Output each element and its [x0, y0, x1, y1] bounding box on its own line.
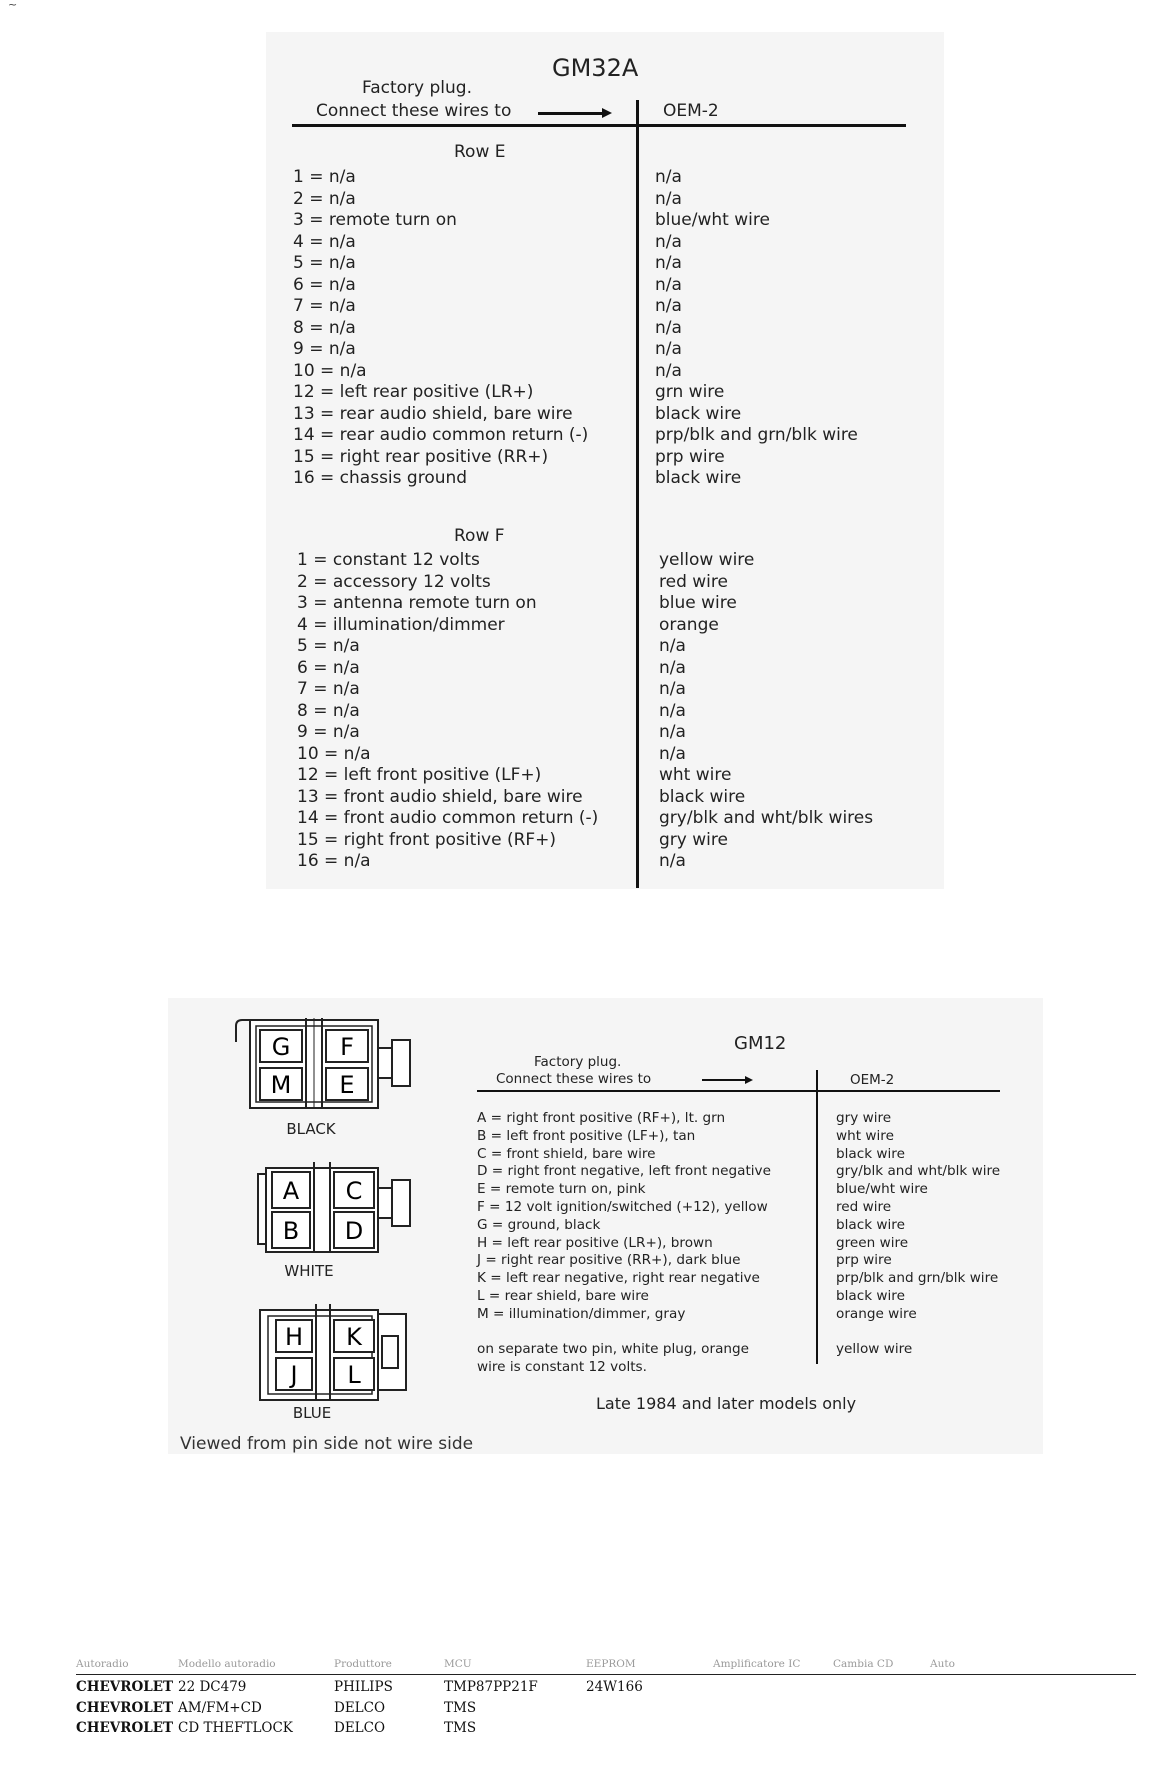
gm12-row [477, 1288, 1037, 1306]
pin-description: 5 = n/a [297, 636, 360, 656]
pin-description: 9 = n/a [293, 339, 356, 359]
gm32a-row-e-row [293, 382, 953, 404]
wire-connection: blue wire [659, 593, 737, 613]
pin-description: 8 = n/a [293, 317, 356, 338]
wire-connection: prp wire [836, 1252, 892, 1269]
wire-connection: n/a [655, 274, 682, 295]
connector-black-label: BLACK [286, 1120, 336, 1138]
table-cell: CD THEFTLOCK [178, 1720, 293, 1736]
gm32a-row-e-row [293, 468, 953, 490]
wire-connection: n/a [655, 231, 682, 252]
pin-label: M [270, 1071, 292, 1099]
column-header: Autoradio [76, 1658, 129, 1670]
pin-description: 15 = right rear positive (RR+) [293, 446, 549, 467]
table-cell: CHEVROLET [76, 1699, 174, 1716]
pin-description: 3 = remote turn on [293, 210, 457, 230]
pin-description: C = front shield, bare wire [477, 1145, 656, 1162]
gm12-note-line2: wire is constant 12 volts. [477, 1359, 647, 1375]
wire-connection: gry wire [836, 1110, 892, 1126]
connector-blue-label: BLUE [292, 1404, 332, 1422]
table-row [76, 1696, 1136, 1717]
wire-connection: black wire [655, 403, 742, 424]
pin-description: 16 = chassis ground [293, 468, 468, 488]
pin-description: D = right front negative, left front negative [477, 1163, 771, 1180]
gm32a-row-f-row [297, 851, 957, 873]
pin-description: 6 = n/a [297, 657, 360, 678]
pin-description: L = rear shield, bare wire [477, 1287, 649, 1304]
pin-label: J [290, 1361, 298, 1389]
table-cell: DELCO [334, 1699, 386, 1716]
connector-white [208, 1158, 428, 1262]
pin-description: 12 = left front positive (LF+) [297, 765, 542, 785]
table-body [76, 1675, 1136, 1737]
table-cell: TMS [444, 1699, 477, 1716]
gm12-arrow [702, 1079, 746, 1081]
gm12-row [477, 1217, 1037, 1235]
gm32a-row-f-row [297, 572, 957, 594]
pin-label: F [340, 1033, 354, 1061]
wire-connection: black wire [659, 786, 746, 807]
gm12-row [477, 1306, 1037, 1324]
wire-connection: gry/blk and wht/blk wires [659, 808, 874, 828]
pin-description: 14 = front audio common return (-) [297, 808, 599, 828]
pin-description: F = 12 volt ignition/switched (+12), yellow [477, 1198, 768, 1215]
pin-description: 16 = n/a [297, 851, 371, 871]
gm32a-row-e-row [293, 404, 953, 426]
pin-description: G = ground, black [477, 1216, 601, 1233]
wire-connection: gry/blk and wht/blk wire [836, 1163, 1001, 1180]
pin-label: L [347, 1361, 361, 1389]
wire-connection: black wire [836, 1145, 905, 1162]
gm32a-row-e-row [293, 210, 953, 232]
pin-description: 15 = right front positive (RF+) [297, 829, 557, 850]
wire-connection: blue/wht wire [836, 1181, 928, 1198]
gm12-late-note: Late 1984 and later models only [596, 1394, 857, 1413]
wire-connection: black wire [836, 1287, 905, 1304]
gm12-wire-list [477, 1110, 1037, 1324]
wire-connection: n/a [655, 339, 682, 359]
gm32a-row-e-row [293, 339, 953, 361]
pin-label: K [346, 1323, 362, 1351]
gm12-factory-plug-line1: Factory plug. [534, 1054, 622, 1070]
column-header: MCU [444, 1658, 472, 1670]
pin-label: G [271, 1033, 291, 1061]
table-cell: DELCO [334, 1720, 386, 1736]
wire-connection: n/a [655, 360, 682, 381]
table-header [76, 1656, 1136, 1675]
wire-connection: orange [659, 614, 719, 635]
wire-connection: n/a [655, 253, 682, 273]
wire-connection: n/a [659, 679, 686, 699]
gm32a-row-e-row [293, 189, 953, 211]
wire-connection: n/a [659, 851, 686, 871]
gm32a-title: GM32A [552, 54, 639, 82]
corner-mark: ~ [8, 0, 18, 11]
table-cell: AM/FM+CD [178, 1699, 262, 1716]
connector-black [208, 1018, 428, 1122]
pin-description: 13 = rear audio shield, bare wire [293, 403, 573, 424]
gm32a-row-e-row [293, 318, 953, 340]
gm12-row [477, 1146, 1037, 1164]
radio-table [76, 1656, 1136, 1737]
wire-connection: grn wire [655, 382, 725, 402]
wire-connection: n/a [655, 167, 682, 187]
gm32a-row-f-heading: Row F [454, 526, 505, 546]
gm32a-row-f-row [297, 722, 957, 744]
wire-connection: red wire [659, 571, 728, 592]
gm12-panel [168, 998, 1043, 1454]
wire-connection: wht wire [659, 765, 732, 785]
pin-label: E [339, 1071, 355, 1099]
gm32a-row-f-row [297, 679, 957, 701]
column-header: Produttore [334, 1658, 392, 1670]
pin-description: 2 = n/a [293, 188, 356, 209]
wire-connection: orange wire [836, 1305, 917, 1322]
wire-connection: gry wire [659, 829, 728, 850]
pin-description: K = left rear negative, right rear negative [477, 1270, 760, 1287]
connector-white-label: WHITE [284, 1262, 334, 1280]
gm12-factory-plug-line2: Connect these wires to [496, 1071, 652, 1087]
gm32a-factory-plug-line1: Factory plug. [362, 78, 472, 98]
viewed-note: Viewed from pin side not wire side [180, 1434, 474, 1454]
wire-connection: n/a [659, 636, 686, 656]
gm32a-oem-heading: OEM-2 [663, 101, 719, 121]
pin-description: 13 = front audio shield, bare wire [297, 786, 583, 807]
gm32a-row-e-row [293, 232, 953, 254]
pin-description: 6 = n/a [293, 274, 356, 295]
wire-connection: prp wire [655, 446, 725, 467]
gm32a-row-f-row [297, 787, 957, 809]
wire-connection: n/a [659, 700, 686, 721]
pin-description: 9 = n/a [297, 722, 360, 742]
table-cell: CHEVROLET [76, 1679, 174, 1695]
gm12-row [477, 1163, 1037, 1181]
wire-connection: n/a [655, 317, 682, 338]
pin-description: 2 = accessory 12 volts [297, 571, 491, 592]
gm12-oem-heading: OEM-2 [850, 1072, 895, 1088]
pin-description: 14 = rear audio common return (-) [293, 425, 589, 445]
gm32a-row-e-row [293, 167, 953, 189]
gm32a-row-f-row [297, 830, 957, 852]
table-cell: 22 DC479 [178, 1679, 247, 1695]
gm32a-row-f-row [297, 701, 957, 723]
pin-description: 10 = n/a [293, 360, 367, 381]
gm12-note-value: yellow wire [836, 1341, 913, 1357]
gm32a-row-f-row [297, 636, 957, 658]
pin-description: A = right front positive (RF+), lt. grn [477, 1110, 726, 1126]
column-header: Auto [930, 1658, 955, 1670]
pin-description: 5 = n/a [293, 253, 356, 273]
gm32a-row-f-list [297, 550, 957, 873]
pin-description: 12 = left rear positive (LR+) [293, 382, 534, 402]
pin-label: H [284, 1323, 304, 1351]
gm12-row [477, 1128, 1037, 1146]
connector-blue [208, 1300, 428, 1410]
gm32a-row-e-row [293, 296, 953, 318]
wire-connection: yellow wire [659, 550, 755, 570]
table-row [76, 1675, 1136, 1696]
gm32a-row-f-row [297, 550, 957, 572]
column-header: Amplificatore IC [713, 1658, 801, 1670]
table-cell: CHEVROLET [76, 1720, 174, 1736]
gm32a-panel [266, 32, 944, 889]
gm32a-row-e-row [293, 275, 953, 297]
pin-description: E = remote turn on, pink [477, 1181, 646, 1198]
wire-connection: green wire [836, 1234, 909, 1251]
table-cell: TMP87PP21F [444, 1679, 538, 1695]
pin-description: 4 = illumination/dimmer [297, 614, 505, 635]
gm32a-row-e-row [293, 447, 953, 469]
pin-description: M = illumination/dimmer, gray [477, 1305, 686, 1322]
pin-description: 7 = n/a [293, 296, 356, 316]
gm12-row [477, 1181, 1037, 1199]
pin-description: B = left front positive (LF+), tan [477, 1127, 696, 1144]
pin-description: 1 = constant 12 volts [297, 550, 480, 570]
gm12-title: GM12 [734, 1033, 787, 1054]
wire-connection: n/a [659, 722, 686, 742]
gm12-row [477, 1235, 1037, 1253]
pin-description: 4 = n/a [293, 231, 356, 252]
pin-description: H = left rear positive (LR+), brown [477, 1234, 713, 1251]
pin-label: B [282, 1217, 300, 1245]
wire-connection: black wire [836, 1216, 905, 1233]
gm32a-row-f-row [297, 765, 957, 787]
table-cell: PHILIPS [334, 1679, 393, 1695]
gm12-row [477, 1110, 1037, 1128]
gm32a-row-e-row [293, 253, 953, 275]
pin-label: A [282, 1177, 300, 1205]
gm32a-row-f-row [297, 593, 957, 615]
column-header: Modello autoradio [178, 1658, 276, 1670]
gm32a-header-rule [292, 124, 906, 127]
wire-connection: prp/blk and grn/blk wire [655, 425, 858, 445]
table-cell: TMS [444, 1720, 477, 1736]
gm32a-factory-plug-line2: Connect these wires to [316, 101, 512, 121]
gm12-row [477, 1270, 1037, 1288]
wire-connection: n/a [659, 657, 686, 678]
column-header: Cambia CD [833, 1658, 894, 1670]
wire-connection: n/a [659, 743, 686, 764]
pin-label: C [345, 1177, 363, 1205]
gm32a-row-f-row [297, 615, 957, 637]
pin-description: 1 = n/a [293, 167, 356, 187]
pin-label: D [344, 1217, 364, 1245]
gm32a-row-e-row [293, 361, 953, 383]
gm32a-arrow [538, 112, 604, 115]
table-cell: 24W166 [586, 1679, 643, 1695]
wire-connection: black wire [655, 468, 742, 488]
pin-description: J = right rear positive (RR+), dark blue [477, 1252, 741, 1269]
table-row [76, 1716, 1136, 1737]
wire-connection: n/a [655, 296, 682, 316]
column-header: EEPROM [586, 1658, 636, 1670]
gm32a-row-f-row [297, 658, 957, 680]
gm32a-row-f-row [297, 744, 957, 766]
pin-description: 8 = n/a [297, 700, 360, 721]
gm32a-row-e-list [293, 167, 953, 490]
wire-connection: wht wire [836, 1127, 894, 1144]
gm32a-row-e-row [293, 425, 953, 447]
gm32a-row-f-row [297, 808, 957, 830]
pin-description: 10 = n/a [297, 743, 371, 764]
gm12-header-rule [477, 1090, 1000, 1092]
pin-description: 3 = antenna remote turn on [297, 593, 537, 613]
wire-connection: n/a [655, 188, 682, 209]
wire-connection: red wire [836, 1198, 892, 1215]
gm32a-row-e-heading: Row E [454, 142, 506, 162]
wire-connection: blue/wht wire [655, 210, 770, 230]
gm12-note-line1: on separate two pin, white plug, orange [477, 1341, 750, 1357]
wire-connection: prp/blk and grn/blk wire [836, 1270, 999, 1287]
gm12-row [477, 1199, 1037, 1217]
pin-description: 7 = n/a [297, 679, 360, 699]
gm12-row [477, 1252, 1037, 1270]
